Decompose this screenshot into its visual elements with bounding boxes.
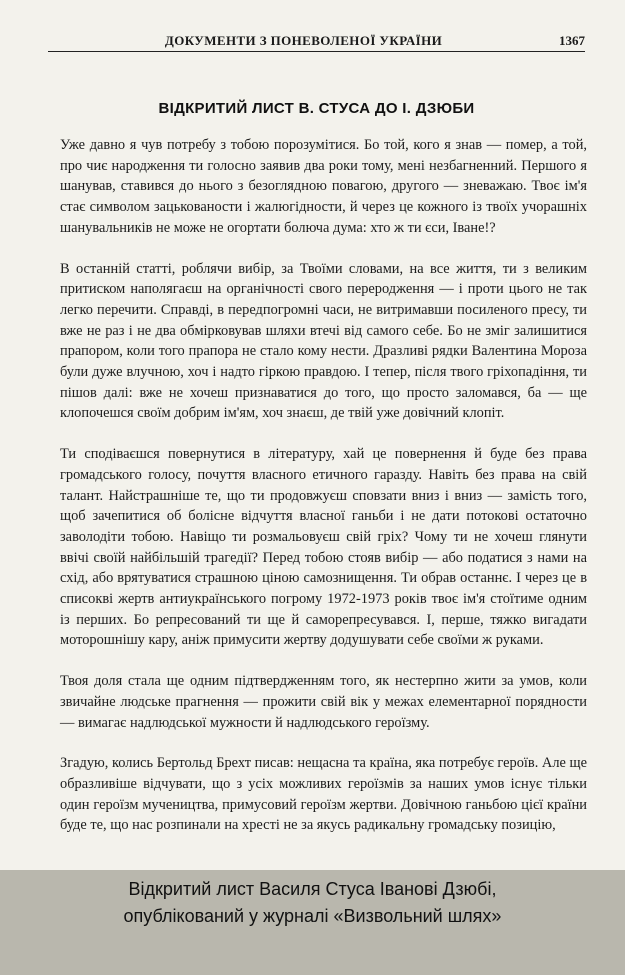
paragraph: В останній статті, роблячи вибір, за Твоїми словами, на все життя, ти з великим притиском наполягаєш на органічності свого переродження — і проти цього не так легко перечити. Справді, в передпогромні часи, не витримавши посиленого пресу, ти вже не раз і не два обмірковував шляхи втечі від самого себе. Бо не зміг залишитися прапором, коли того прапора не стало кому нести. Дразливі рядки Валентина Мороза були дуже влучною, хоч і надто гіркою правдою. І тепер, після твого гріхопадіння, ти пішов далі: вже не хочеш признаватися до того, що просто заломався, ба — ще клопочешся своїм добрим ім'ям, хоч знаєш, де твій уже довічний клопіт. xyxy=(60,260,587,422)
running-header xyxy=(48,28,585,52)
paragraph: Згадую, колись Бертольд Брехт писав: нещасна та країна, яка потребує героїв. Але ще образливіше відчувати, що з усіх можливих героїзмів за наших умов існує тільки один героїзм мучеництва, примусовий героїзм жертви. Довічною ганьбою цієї країни буде те, що нас розпинали на хресті не за якусь радикальну громадську позицію, xyxy=(60,755,587,834)
page-number: 1367 xyxy=(559,33,585,48)
caption-line: опублікований у журналі «Визвольний шлях» xyxy=(123,906,502,926)
paragraph: Твоя доля стала ще одним підтвердженням того, як нестерпно жити за умов, коли звичайне людське прагнення — прожити свій вік у межах елементарної порядности — вимагає надлюдської мужности й надлюдського героїзму. xyxy=(60,673,587,731)
article-title: ВІДКРИТИЙ ЛИСТ В. СТУСА ДО І. ДЗЮБИ xyxy=(158,100,475,117)
paragraph: Ти сподіваєшся повернутися в літературу, хай це повернення й буде без права громадського голосу, почуття власного етичного гаразду. Навіть без права на свій талант. Найстрашніше те, що ти продовжуєш сповзати вниз і вниз — замість того, щоб зачепитися об болісне відчуття власної ганьби і не дати потокові остаточно заволодіти тобою. Навіщо ти розмальовуєш свій гріх? Чому ти не хочеш глянути ввічі своїй найбільшій трагедії? Перед тобою стояв вибір — або податися з нами на схід, або врятуватися страшною ціною самознищення. Ти обрав останнє. І через це в списокві жертв антиукраїнського погрому 1972-1973 років твоє ім'я стоїтиме одним із перших. Бо репресований ти ще й саморепресувався. І, перше, тяжко вигадати моторошнішу кару, аніж примусити жертву додушувати себе своїми ж руками. xyxy=(60,446,587,649)
image-caption xyxy=(0,876,625,930)
paragraph: Уже давно я чув потребу з тобою порозумітися. Бо той, кого я знав — помер, а той, про чиє народження ти голосно заявив два роки тому, мені незбагненний. Першого я шанував, ставився до нього з безоглядною повагою, другого — зневажаю. Твоє ім'я стає символом зацькованости і жалюгідности, й через це кожного із твоїх учорашніх шанувальників не може не огортати болюча дума: хто ж ти єси, Іване!? xyxy=(60,137,587,236)
journal-section-title: ДОКУМЕНТИ З ПОНЕВОЛЕНОЇ УКРАЇНИ xyxy=(164,33,443,48)
article-body xyxy=(60,135,587,856)
caption-line: Відкритий лист Василя Стуса Івановi Дзюбі, xyxy=(128,879,497,899)
